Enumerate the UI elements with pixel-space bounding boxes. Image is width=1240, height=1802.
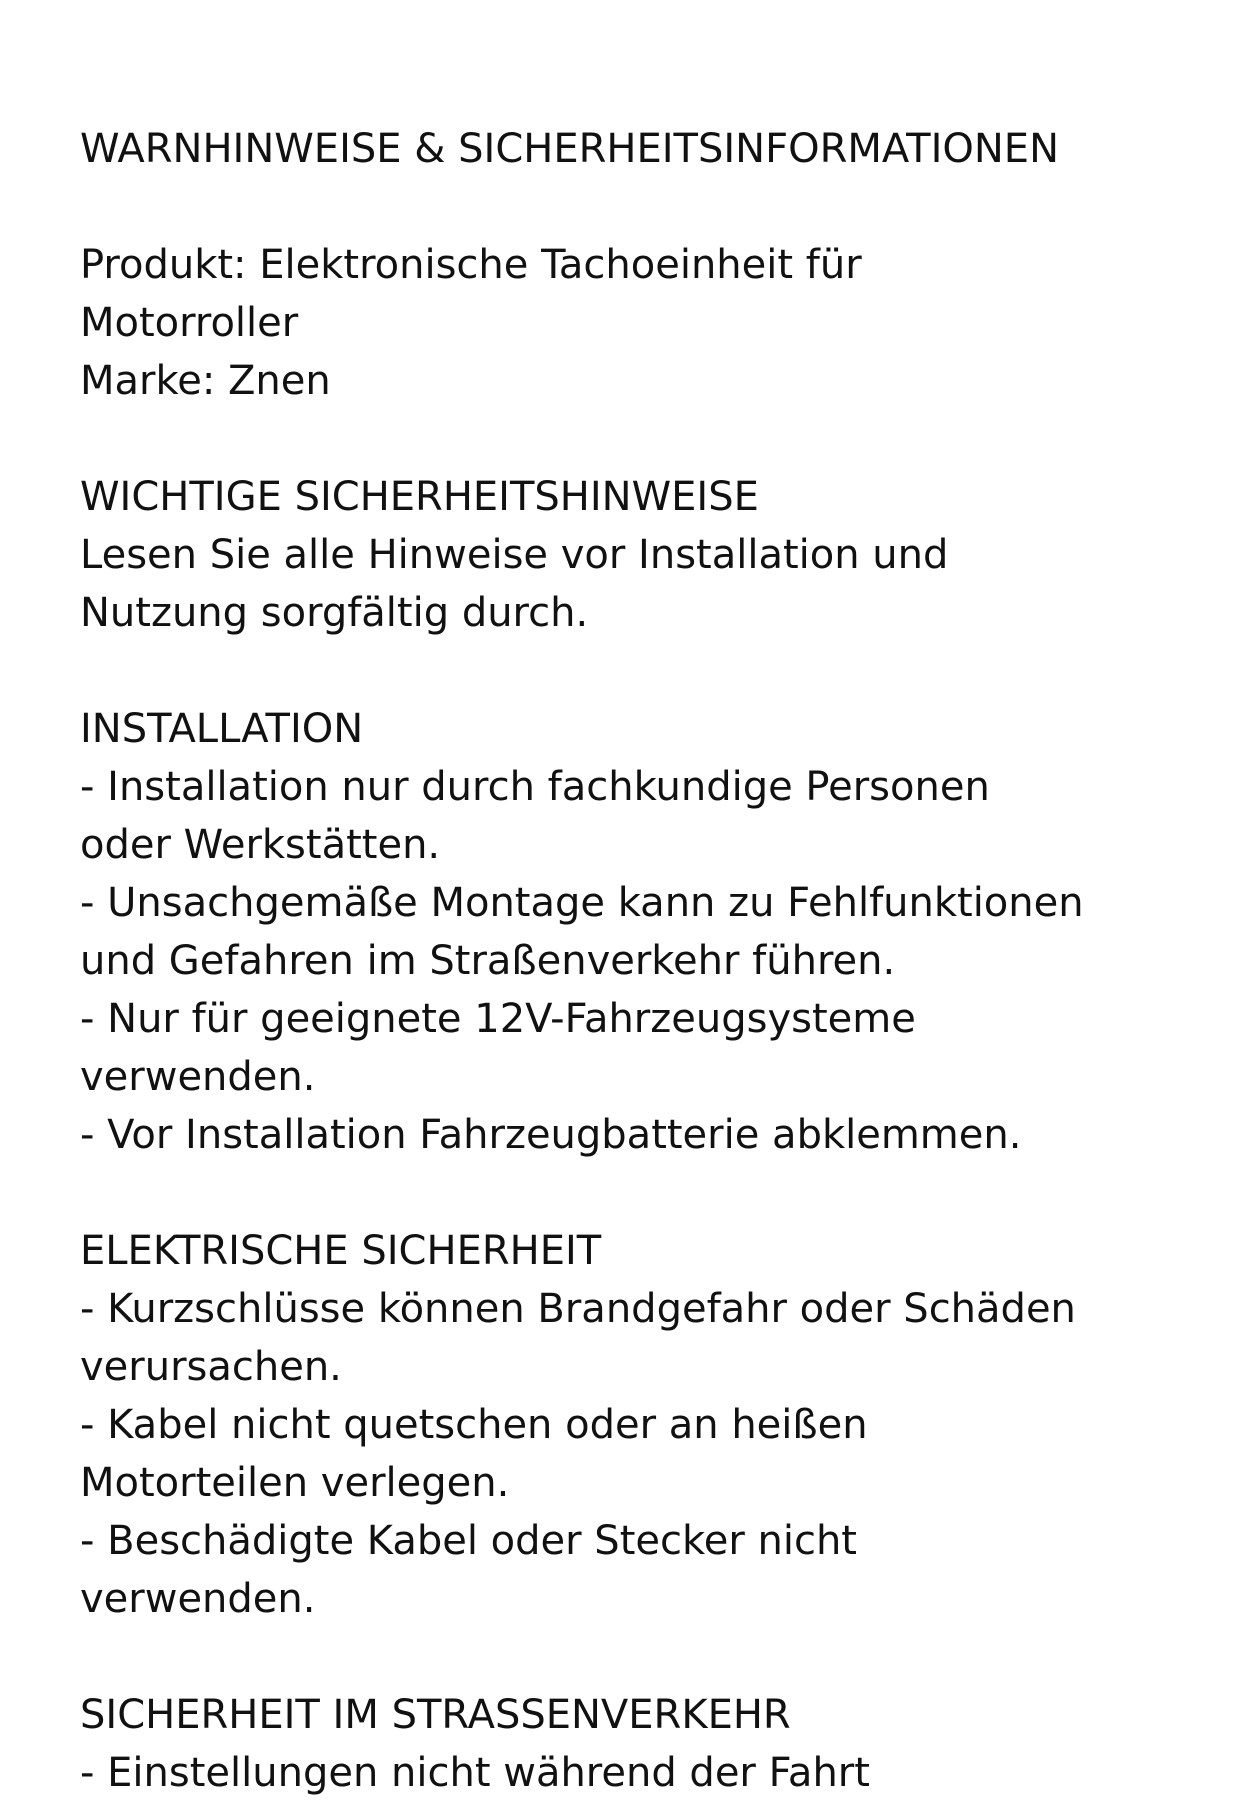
section-text: verwenden.: [80, 1054, 316, 1100]
spacer: [80, 178, 1190, 236]
spacer: [80, 1164, 1190, 1222]
spacer: [80, 1628, 1190, 1686]
section-text: - Vor Installation Fahrzeugbatterie abklemmen.: [80, 1112, 1022, 1158]
section-heading-electrical: ELEKTRISCHE SICHERHEIT: [80, 1228, 602, 1274]
section-text: - Kabel nicht quetschen oder an heißen: [80, 1402, 868, 1448]
section-text: Nutzung sorgfältig durch.: [80, 590, 589, 636]
product-line-continued: Motorroller: [80, 300, 299, 346]
section-text: - Beschädigte Kabel oder Stecker nicht: [80, 1518, 857, 1564]
section-text: - Einstellungen nicht während der Fahrt: [80, 1750, 870, 1796]
section-text: und Gefahren im Straßenverkehr führen.: [80, 938, 896, 984]
section-text: - Kurzschlüsse können Brandgefahr oder Schäden: [80, 1286, 1076, 1332]
document-page: [80, 120, 1190, 1802]
section-text: - Installation nur durch fachkundige Personen: [80, 764, 990, 810]
section-text: Lesen Sie alle Hinweise vor Installation und: [80, 532, 949, 578]
section-heading-installation: INSTALLATION: [80, 706, 364, 752]
section-text: oder Werkstätten.: [80, 822, 441, 868]
section-text: Motorteilen verlegen.: [80, 1460, 510, 1506]
section-text: - Unsachgemäße Montage kann zu Fehlfunktionen: [80, 880, 1084, 926]
spacer: [80, 410, 1190, 468]
section-heading-traffic: SICHERHEIT IM STRASSENVERKEHR: [80, 1692, 791, 1738]
product-line: Produkt: Elektronische Tachoeinheit für: [80, 242, 862, 288]
document-title: WARNHINWEISE & SICHERHEITSINFORMATIONEN: [80, 126, 1059, 172]
brand-line: Marke: Znen: [80, 358, 331, 404]
section-text: verursachen.: [80, 1344, 342, 1390]
section-heading-important: WICHTIGE SICHERHEITSHINWEISE: [80, 474, 759, 520]
section-text: - Nur für geeignete 12V-Fahrzeugsysteme: [80, 996, 916, 1042]
spacer: [80, 642, 1190, 700]
section-text: verwenden.: [80, 1576, 316, 1622]
